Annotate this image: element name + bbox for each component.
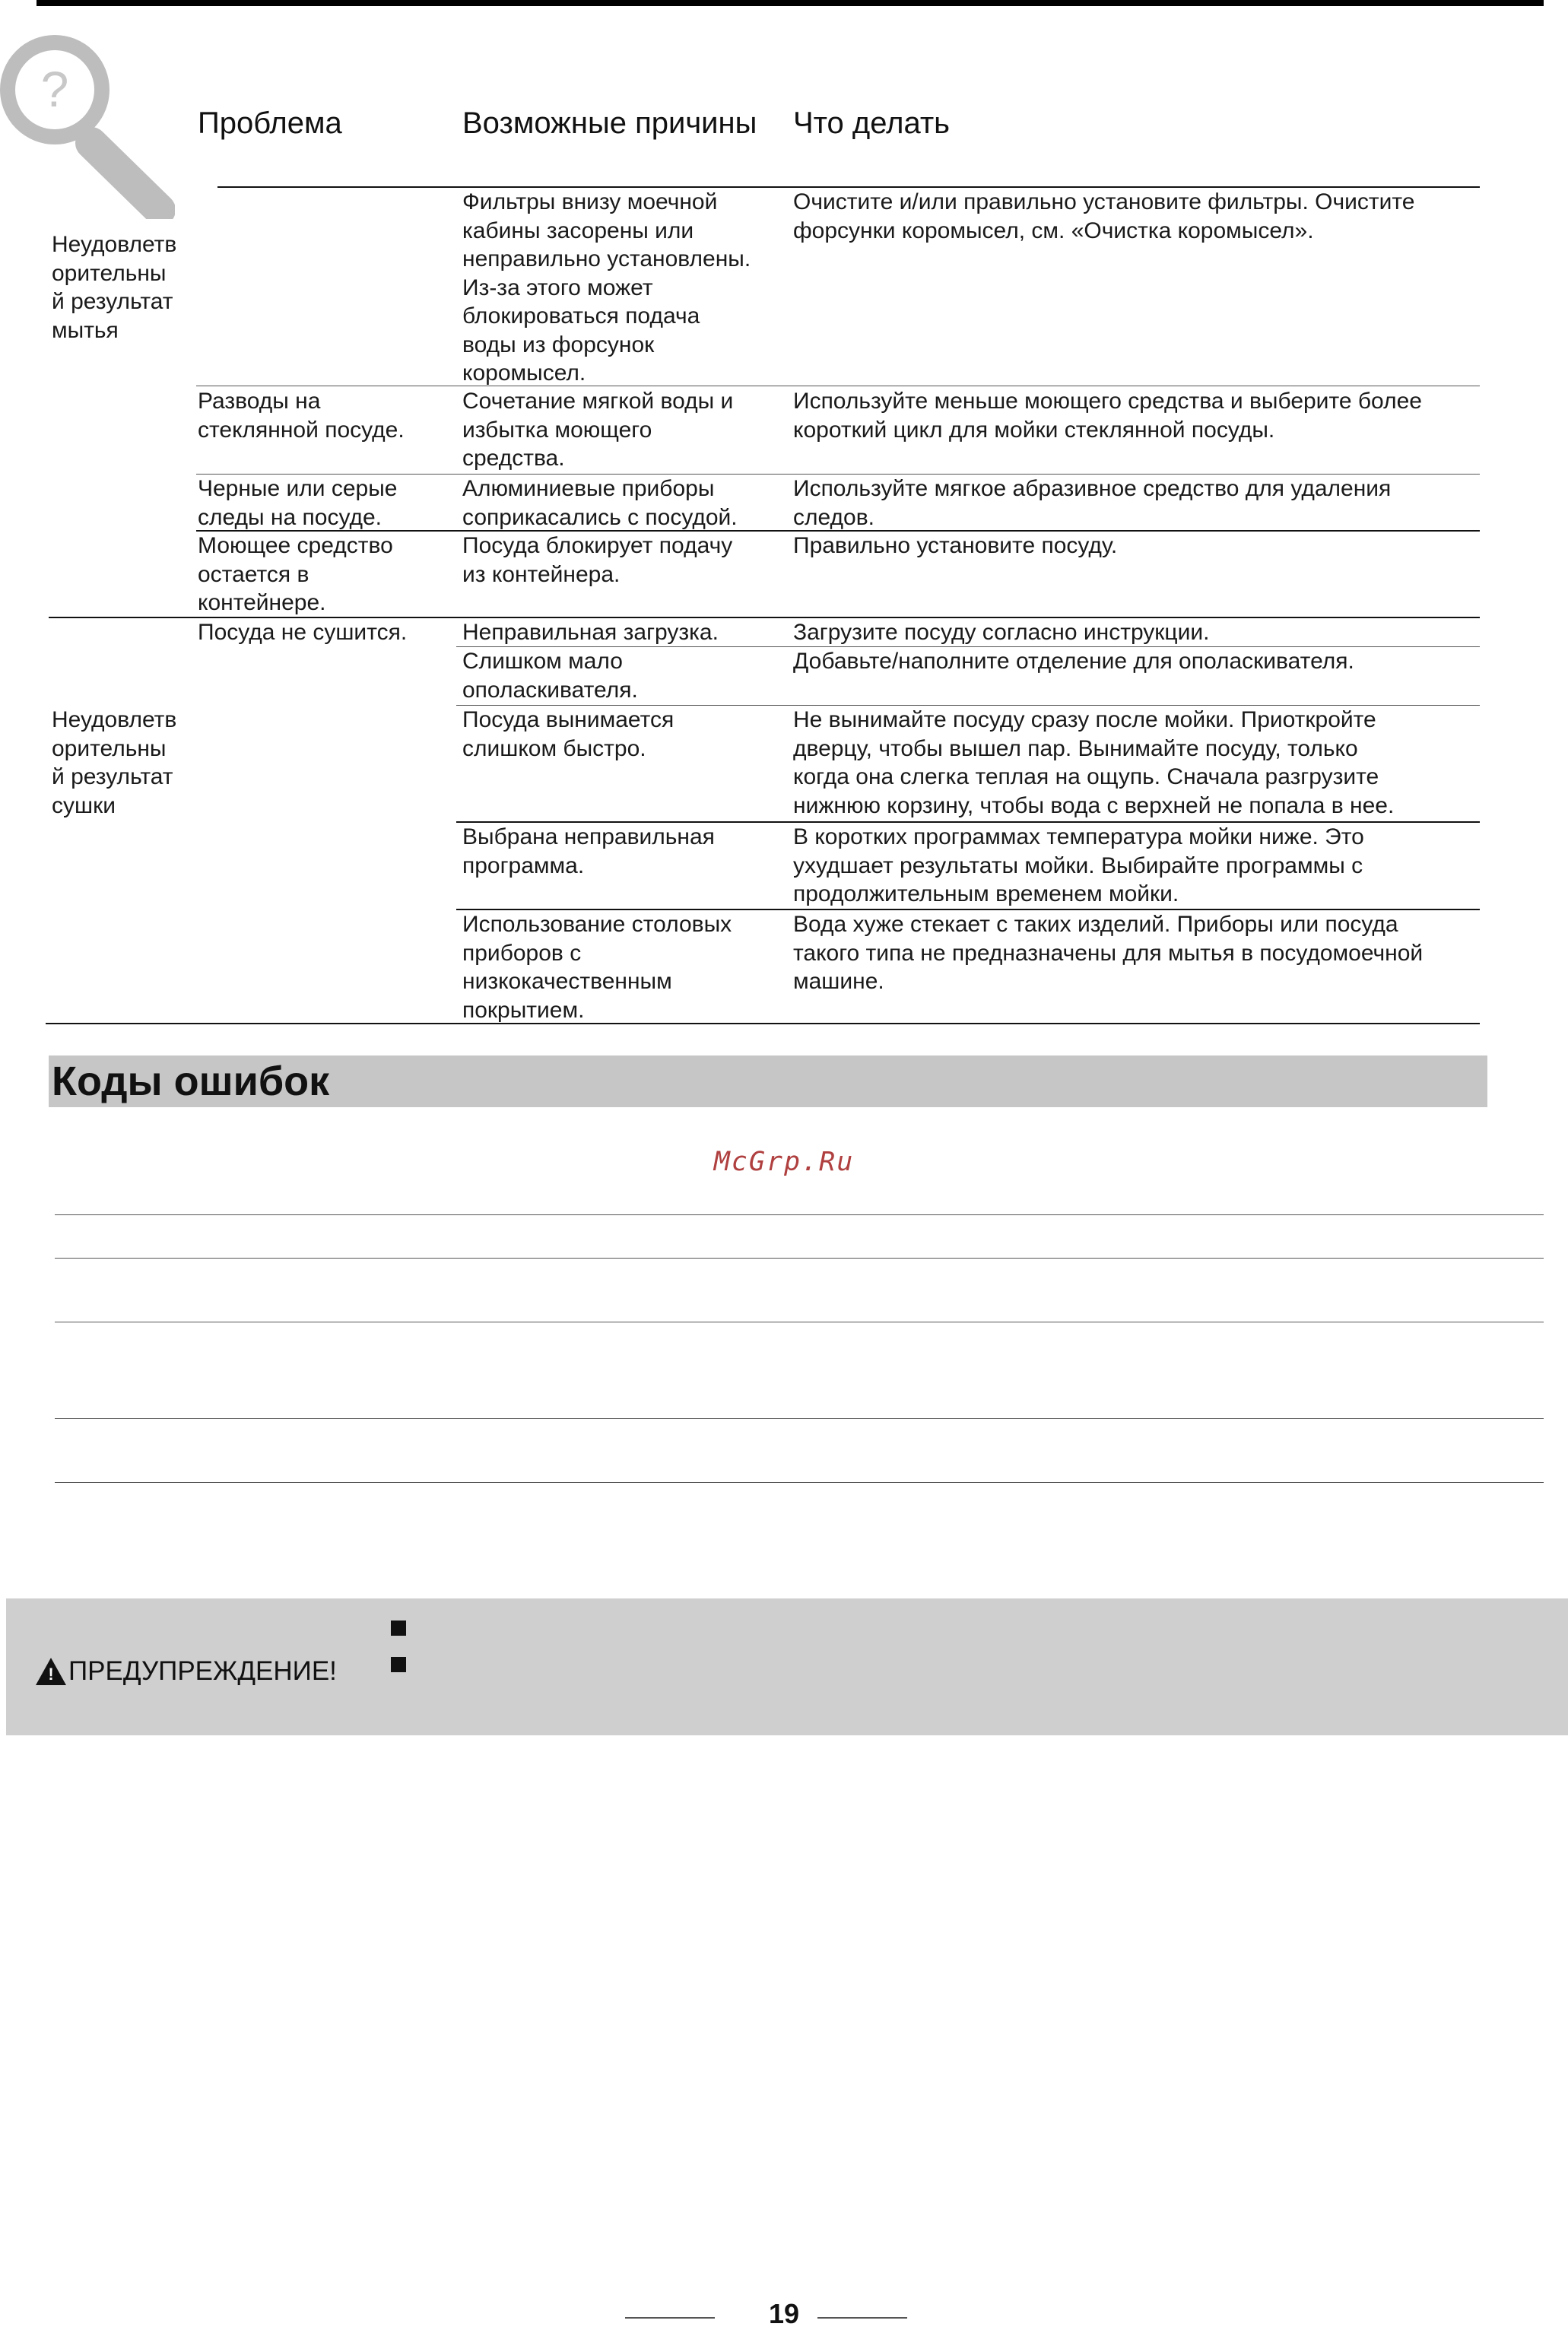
action-cell: Вода хуже стекает с таких изделий. Приборы или посуда такого типа не предназначены для мытья в посудомоечной машине. (793, 912, 1424, 994)
section-title-error-codes: Коды ошибок (52, 1059, 330, 1104)
action-cell: Не вынимайте посуду сразу после мойки. Приоткройте дверцу, чтобы вышел пар. Вынимайте посуду, только когда она слегка теплая на ощупь. Сначала разгрузите нижнюю корзину, чтобы вода с верхней не попала в нее. (793, 707, 1395, 818)
error-table-rule (55, 1482, 1544, 1483)
error-table-rule (55, 1258, 1544, 1259)
cause-cell: Выбрана неправильная программа. (462, 824, 715, 878)
page-number: 19 (768, 2298, 800, 2329)
cause-cell: Слишком мало ополаскивателя. (462, 649, 638, 703)
cause-cell: Посуда блокирует подачу из контейнера. (462, 533, 733, 587)
warning-icon (35, 1657, 67, 1686)
watermark: McGrp.Ru (713, 1147, 855, 1177)
action-cell: Используйте меньше моющего средства и выберите более короткий цикл для мойки стеклянной посуды. (793, 389, 1422, 443)
problem-cell: Черные или серые следы на посуде. (198, 476, 398, 530)
problem-cell: Разводы на стеклянной посуде. (198, 389, 405, 443)
warning-symbol: ! (48, 1665, 54, 1684)
problem-cell: Посуда не сушится. (198, 620, 408, 645)
action-cell: Используйте мягкое абразивное средство для удаления следов. (793, 476, 1392, 530)
action-cell: Добавьте/наполните отделение для ополаскивателя. (793, 649, 1354, 674)
cause-cell: Сочетание мягкой воды и избытка моющего средства. (462, 389, 734, 471)
bullet-icon (391, 1657, 406, 1672)
table-bottom-rule (46, 1023, 1480, 1024)
top-rule (37, 0, 1544, 6)
action-cell: Правильно установите посуду. (793, 533, 1118, 558)
help-search-icon (0, 29, 175, 219)
action-cell: Загрузите посуду согласно инструкции. (793, 620, 1210, 645)
header-causes: Возможные причины (462, 106, 757, 140)
cause-cell: Использование столовых приборов с низкокачественным покрытием. (462, 912, 732, 1023)
category-drying: Неудовлетв орительны й результат сушки (52, 707, 177, 818)
header-action: Что делать (793, 106, 951, 140)
cause-cell: Посуда вынимается слишком быстро. (462, 707, 674, 761)
category-washing: Неудовлетв орительны й результат мытья (52, 232, 177, 343)
cause-cell: Неправильная загрузка. (462, 620, 719, 645)
error-table-rule (55, 1214, 1544, 1215)
svg-text:?: ? (40, 61, 69, 117)
bullet-icon (391, 1621, 406, 1636)
header-problem: Проблема (198, 106, 342, 140)
warning-label: ! ПРЕДУПРЕЖДЕНИЕ! (35, 1656, 337, 1687)
cause-cell: Фильтры внизу моечной кабины засорены или неправильно установлены. Из-за этого может блокироваться подача воды из форсунок коромысел. (462, 189, 751, 386)
problem-cell: Моющее средство остается в контейнере. (198, 533, 393, 615)
error-table-rule (55, 1418, 1544, 1419)
cause-cell: Алюминиевые приборы соприкасались с посудой. (462, 476, 738, 530)
action-cell: Очистите и/или правильно установите фильтры. Очистите форсунки коромысел, см. «Очистка коромысел». (793, 189, 1415, 243)
action-cell: В коротких программах температура мойки ниже. Это ухудшает результаты мойки. Выбирайте программы с продолжительным временем мойки. (793, 824, 1364, 906)
